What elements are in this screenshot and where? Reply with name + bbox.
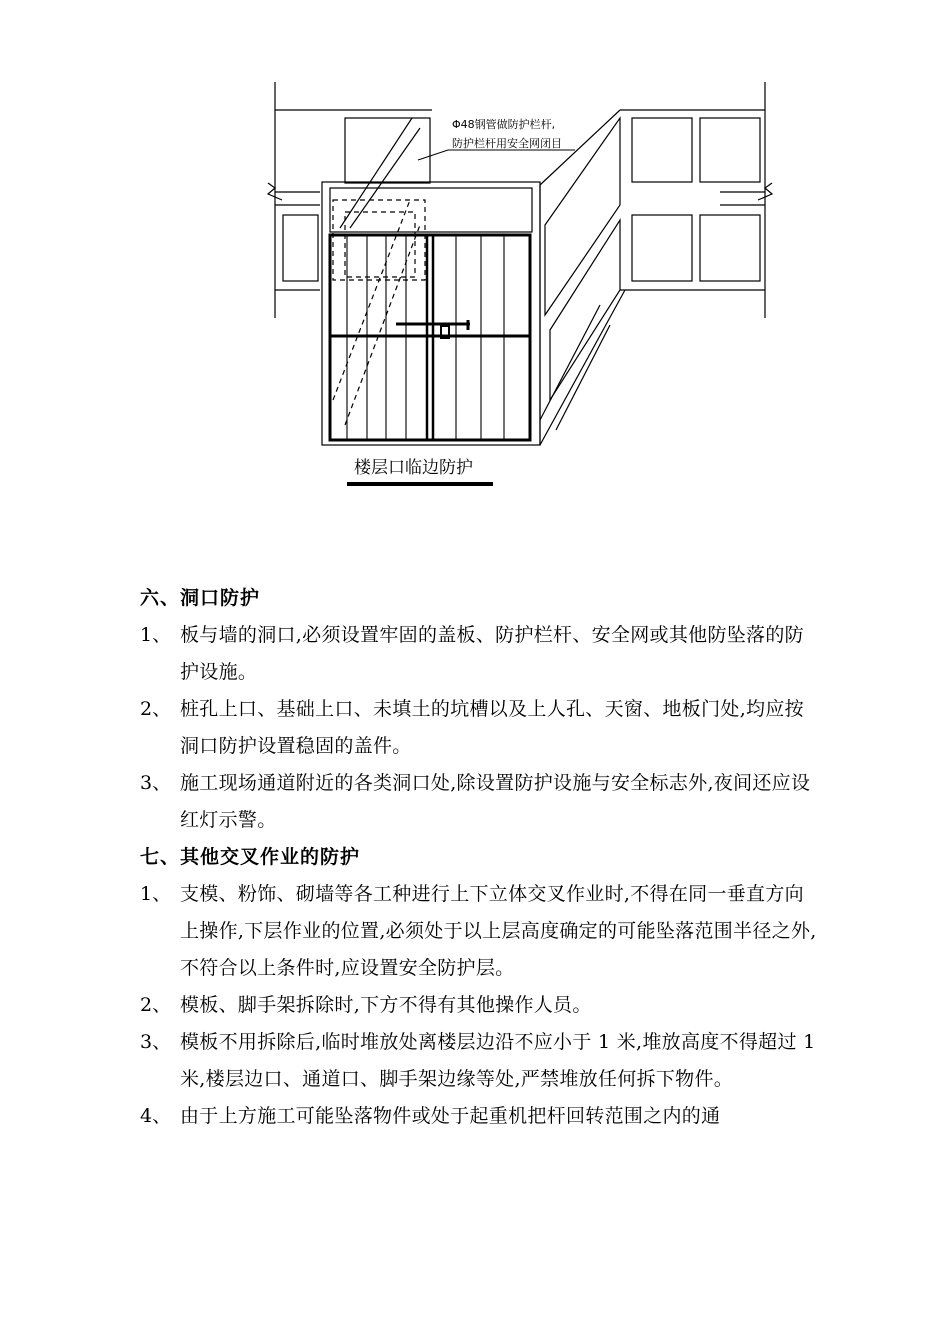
list-item <box>140 691 820 765</box>
floor-opening-guard-figure <box>0 0 950 500</box>
list-item <box>140 876 820 987</box>
list-item <box>140 765 820 839</box>
section-title-cross-operation-protection: 七、其他交叉作业的防护 <box>140 846 361 868</box>
list-item-number: 1、 <box>140 624 172 646</box>
caption-underline <box>347 482 493 486</box>
section-title-opening-protection: 六、洞口防护 <box>140 587 261 609</box>
list-item-text: 板与墙的洞口,必须设置牢固的盖板、防护栏杆、安全网或其他防坠落的防护设施。 <box>180 624 804 683</box>
figure-caption: 楼层口临边防护 <box>354 458 473 478</box>
list-item-number: 3、 <box>140 772 172 794</box>
list-item <box>140 987 820 1024</box>
figure-note-line2: 防护栏杆用安全网闭目 <box>452 137 562 150</box>
list-item-text: 支模、粉饰、砌墙等各工种进行上下立体交叉作业时,不得在同一垂直方向上操作,下层作业的位置,必须处于以上层高度确定的可能坠落范围半径之外,不符合以上条件时,应设置安全防护层。 <box>180 883 817 979</box>
list-item <box>140 1098 820 1135</box>
list-item-number: 3、 <box>140 1031 172 1053</box>
list-item-number: 2、 <box>140 698 172 720</box>
document-body <box>140 580 820 1135</box>
list-item-number: 4、 <box>140 1105 172 1127</box>
list-item-number: 1、 <box>140 883 172 905</box>
list-item-text: 桩孔上口、基础上口、未填土的坑槽以及上人孔、天窗、地板门处,均应按洞口防护设置稳固的盖件。 <box>180 698 804 757</box>
list-item-text: 由于上方施工可能坠落物件或处于起重机把杆回转范围之内的通 <box>180 1105 721 1127</box>
list-item-text: 施工现场通道附近的各类洞口处,除设置防护设施与安全标志外,夜间还应设红灯示警。 <box>180 772 811 831</box>
list-item <box>140 617 820 691</box>
list-item-text: 模板不用拆除后,临时堆放处离楼层边沿不应小于 1 米,堆放高度不得超过 1 米,楼层边口、通道口、脚手架边缘等处,严禁堆放任何拆下物件。 <box>180 1031 816 1090</box>
guardrail-drawing <box>0 0 950 500</box>
list-item-text: 模板、脚手架拆除时,下方不得有其他操作人员。 <box>180 994 592 1016</box>
figure-note-line1: Φ48钢管做防护栏杆, <box>452 118 556 131</box>
list-item-number: 2、 <box>140 994 172 1016</box>
list-item <box>140 1024 820 1098</box>
